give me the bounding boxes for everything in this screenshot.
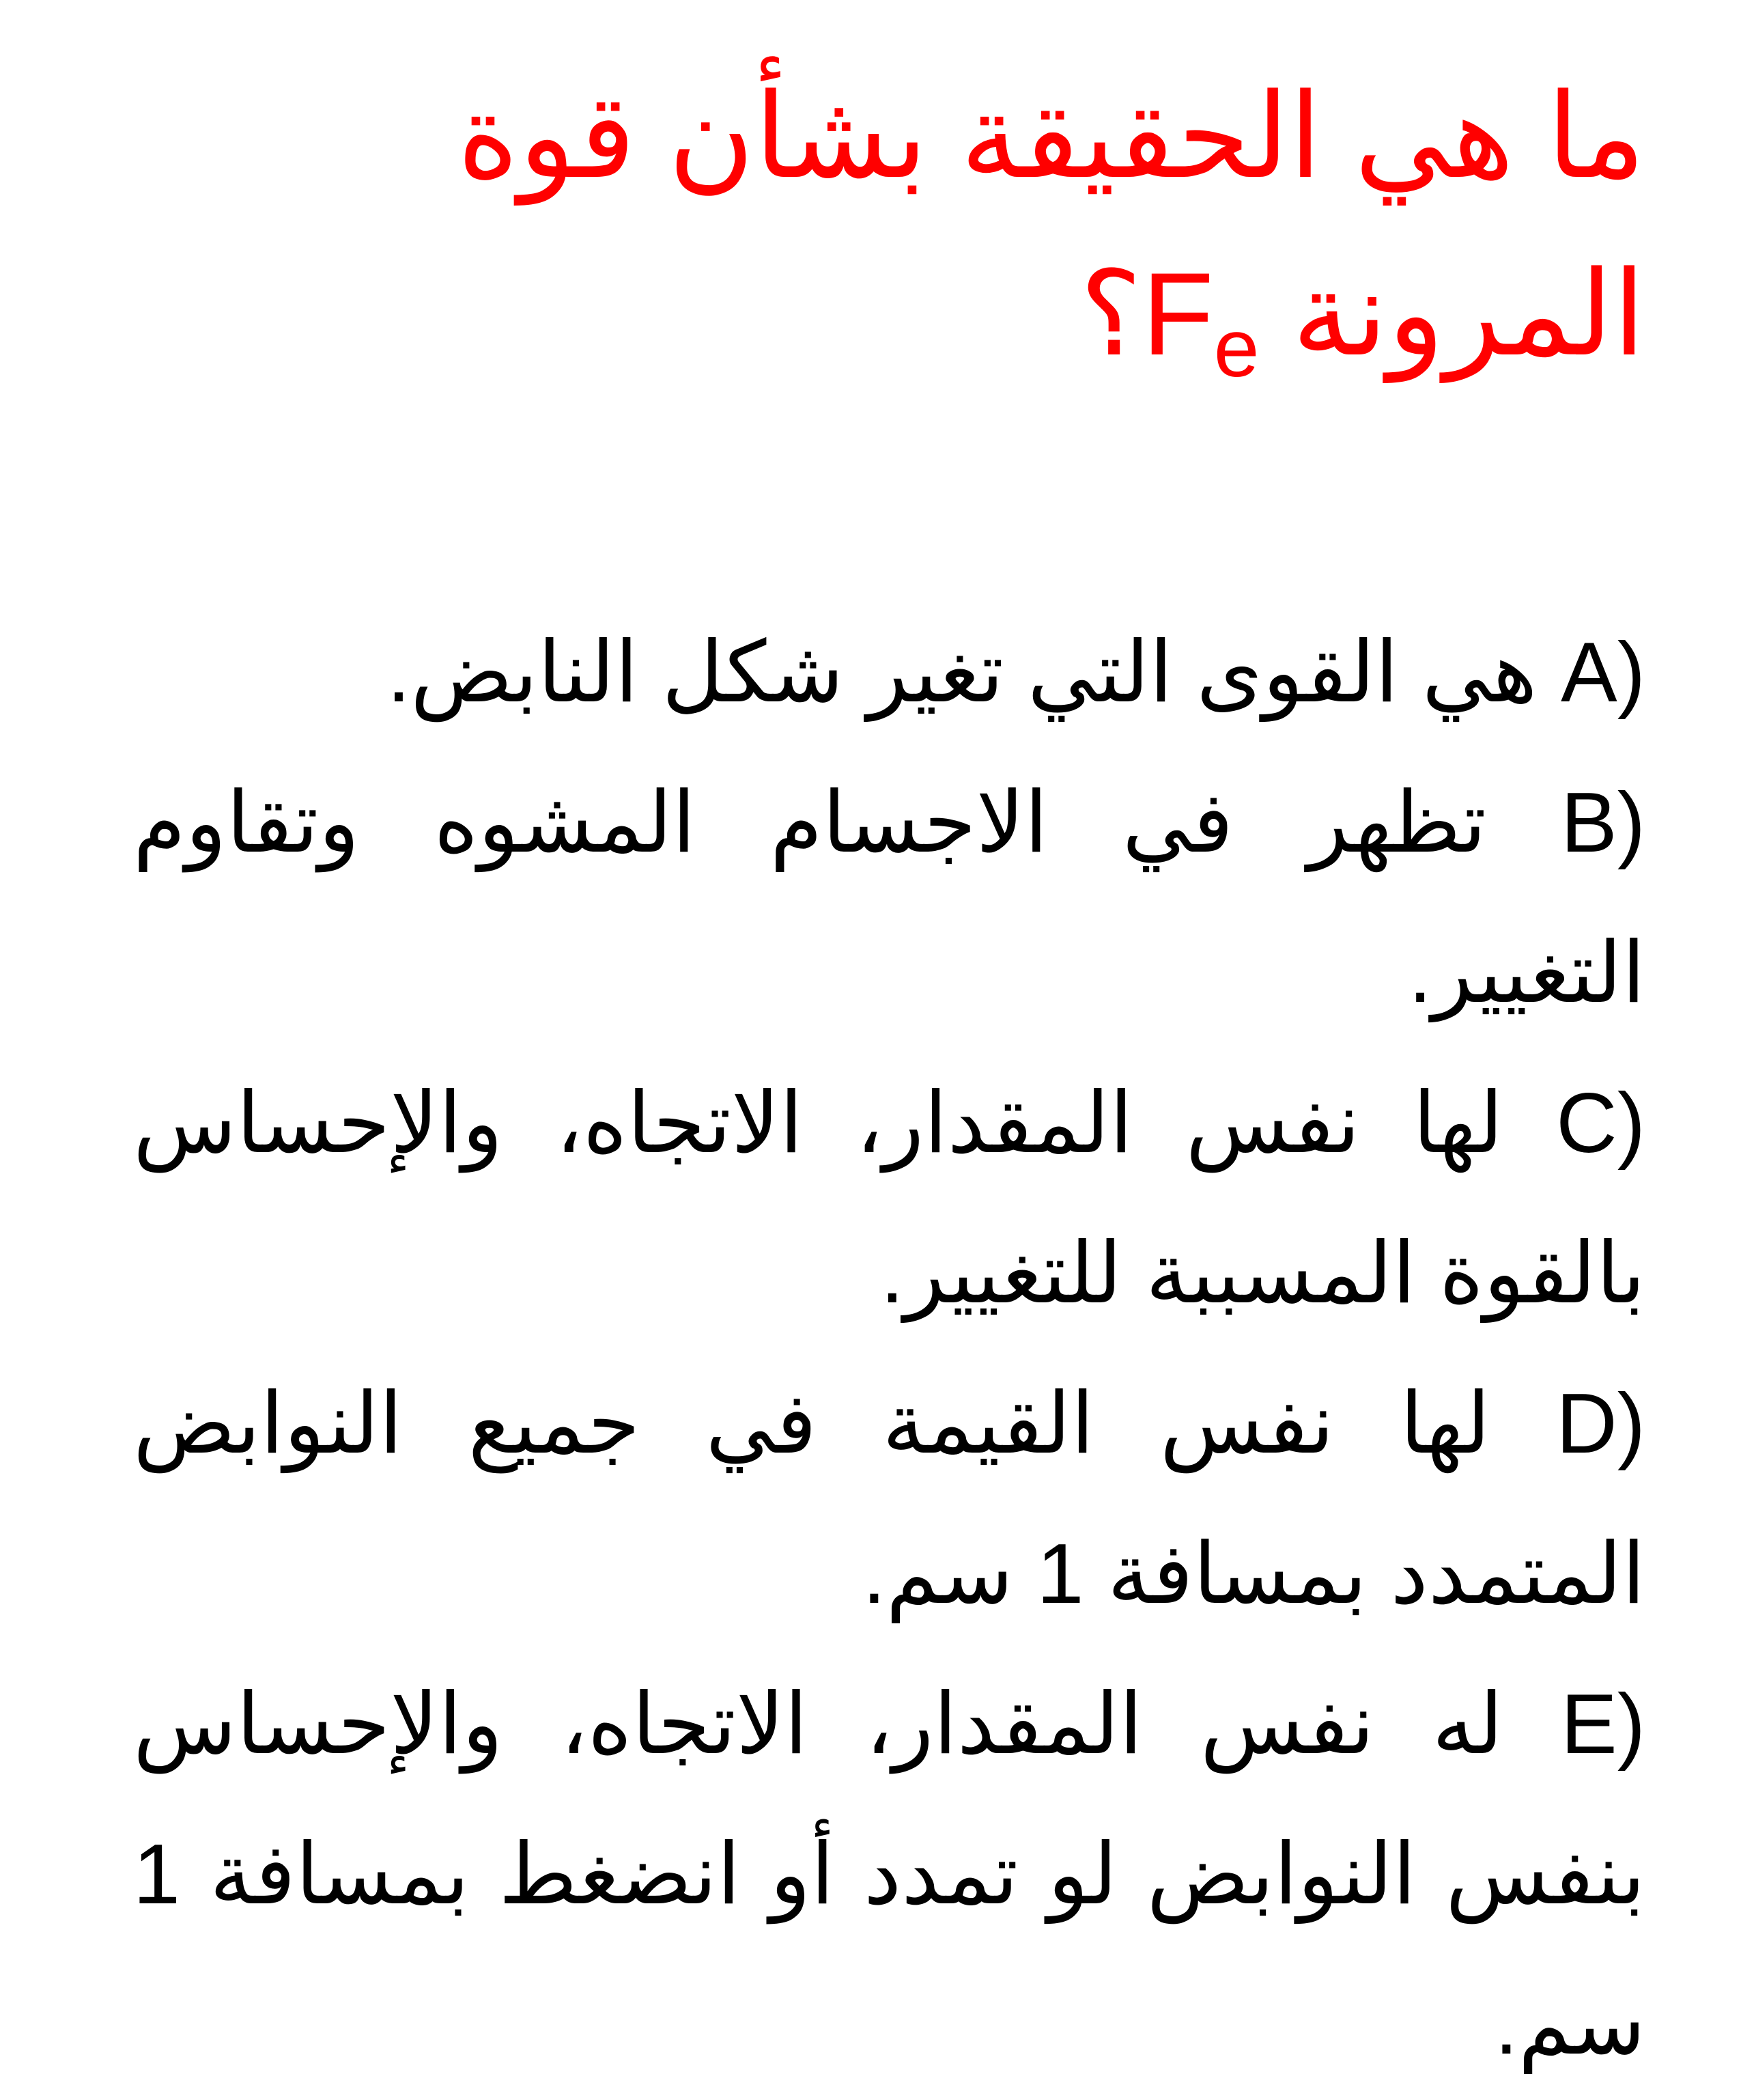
force-symbol-main: F xyxy=(1142,249,1214,380)
answer-options xyxy=(133,598,1645,2100)
option-d[interactable] xyxy=(133,1349,1645,1649)
option-c[interactable] xyxy=(133,1048,1645,1349)
option-letter: E) xyxy=(1561,1677,1646,1772)
option-b[interactable] xyxy=(133,748,1645,1048)
elastic-force-symbol xyxy=(1079,249,1260,394)
question-text: ما هي الحقيقة بشأن قوة المرونة xyxy=(457,71,1645,380)
option-text: هي القوى التي تغير شكل النابض. xyxy=(386,626,1538,720)
option-letter: B) xyxy=(1561,776,1645,870)
option-text: تظهر في الاجسام المشوه وتقاوم التغيير. xyxy=(133,776,1645,1020)
option-text: لها نفس القيمة في جميع النوابض المتمدد بمسافة 1 سم. xyxy=(133,1377,1645,1621)
option-letter: A) xyxy=(1561,626,1645,720)
option-a[interactable] xyxy=(133,598,1645,748)
option-letter: C) xyxy=(1556,1076,1646,1171)
option-text: لها نفس المقدار، الاتجاه، والإحساس بالقوة المسببة للتغيير. xyxy=(133,1076,1645,1321)
option-text: له نفس المقدار، الاتجاه، والإحساس بنفس النوابض لو تمدد أو انضغط بمسافة 1 سم. xyxy=(133,1677,1645,2072)
option-letter: D) xyxy=(1556,1377,1646,1471)
option-e[interactable] xyxy=(133,1649,1645,2100)
force-symbol-subscript: e xyxy=(1213,303,1260,394)
question-mark: ؟ xyxy=(1079,249,1142,380)
question-title xyxy=(232,48,1645,403)
